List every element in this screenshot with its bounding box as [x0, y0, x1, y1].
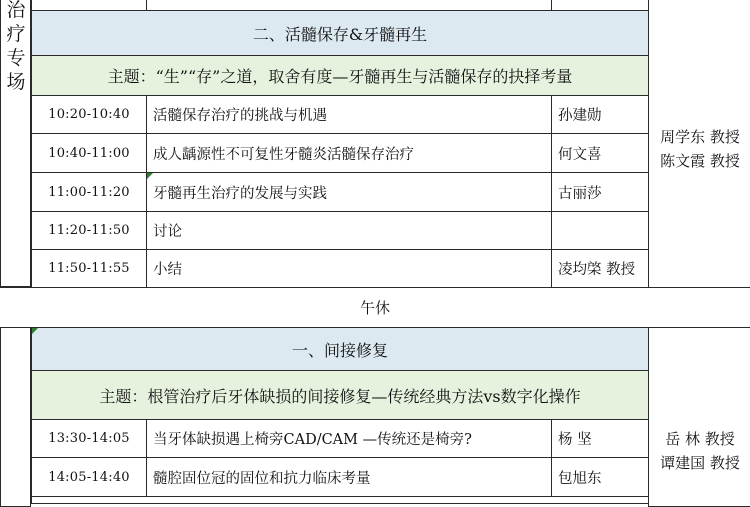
session1-heading: 一、间接修复: [31, 327, 649, 371]
session2-talk: 牙髓再生治疗的发展与实践: [146, 172, 552, 212]
session1-speaker: 杨 坚: [551, 419, 649, 458]
session1-chairs: [650, 427, 750, 475]
break-row: 午休: [0, 287, 750, 328]
chair-name: 周学东 教授: [660, 128, 740, 146]
session2-chairs: [650, 125, 750, 173]
session1-talk: 髓腔固位冠的固位和抗力临床考量: [146, 457, 552, 497]
session2-speaker: 何文喜: [551, 133, 649, 173]
cell-marker: [32, 328, 38, 334]
cell-marker: [147, 173, 153, 179]
session2-speaker: 凌均棨 教授: [551, 249, 649, 288]
session2-speaker: 孙建勋: [551, 95, 649, 134]
chair-name: 陈文霞 教授: [660, 152, 740, 170]
side-label-char: 疗: [6, 23, 26, 45]
session2-time: 11:20-11:50: [31, 211, 147, 250]
session2-theme: 主题：“生”“存”之道，取舍有度—牙髓再生与活髓保存的抉择考量: [31, 55, 649, 96]
side-label-char: 治: [6, 0, 26, 21]
side-label: [5, 0, 27, 94]
side-label-char: 专: [6, 47, 26, 69]
session1-theme: 主题：根管治疗后牙体缺损的间接修复—传统经典方法vs数字化操作: [31, 370, 649, 420]
session2-talk: 成人龋源性不可复性牙髓炎活髓保存治疗: [146, 133, 552, 173]
session2-time: 11:00-11:20: [31, 172, 147, 212]
session2-heading: 二、活髓保存&牙髓再生: [31, 10, 649, 56]
session1-speaker: 包旭东: [551, 457, 649, 497]
side-label-column-2: [0, 327, 31, 507]
session2-speaker: 古丽莎: [551, 172, 649, 212]
next-row-remnant: [31, 496, 649, 504]
session1-chairs-cell: [648, 327, 750, 507]
session1-time: 13:30-14:05: [31, 419, 147, 458]
chair-name: 岳 林 教授: [665, 430, 735, 448]
session2-talk: 小结: [146, 249, 552, 288]
session2-speaker: [551, 211, 649, 250]
session1-time: 14:05-14:40: [31, 457, 147, 497]
session2-time: 10:40-11:00: [31, 133, 147, 173]
session2-time: 10:20-10:40: [31, 95, 147, 134]
session2-time: 11:50-11:55: [31, 249, 147, 288]
session2-talk: 活髓保存治疗的挑战与机遇: [146, 95, 552, 134]
session2-talk: 讨论: [146, 211, 552, 250]
session1-talk: 当牙体缺损遇上椅旁CAD/CAM —传统还是椅旁?: [146, 419, 552, 458]
chair-name: 谭建国 教授: [660, 454, 740, 472]
side-label-char: 场: [6, 71, 26, 93]
